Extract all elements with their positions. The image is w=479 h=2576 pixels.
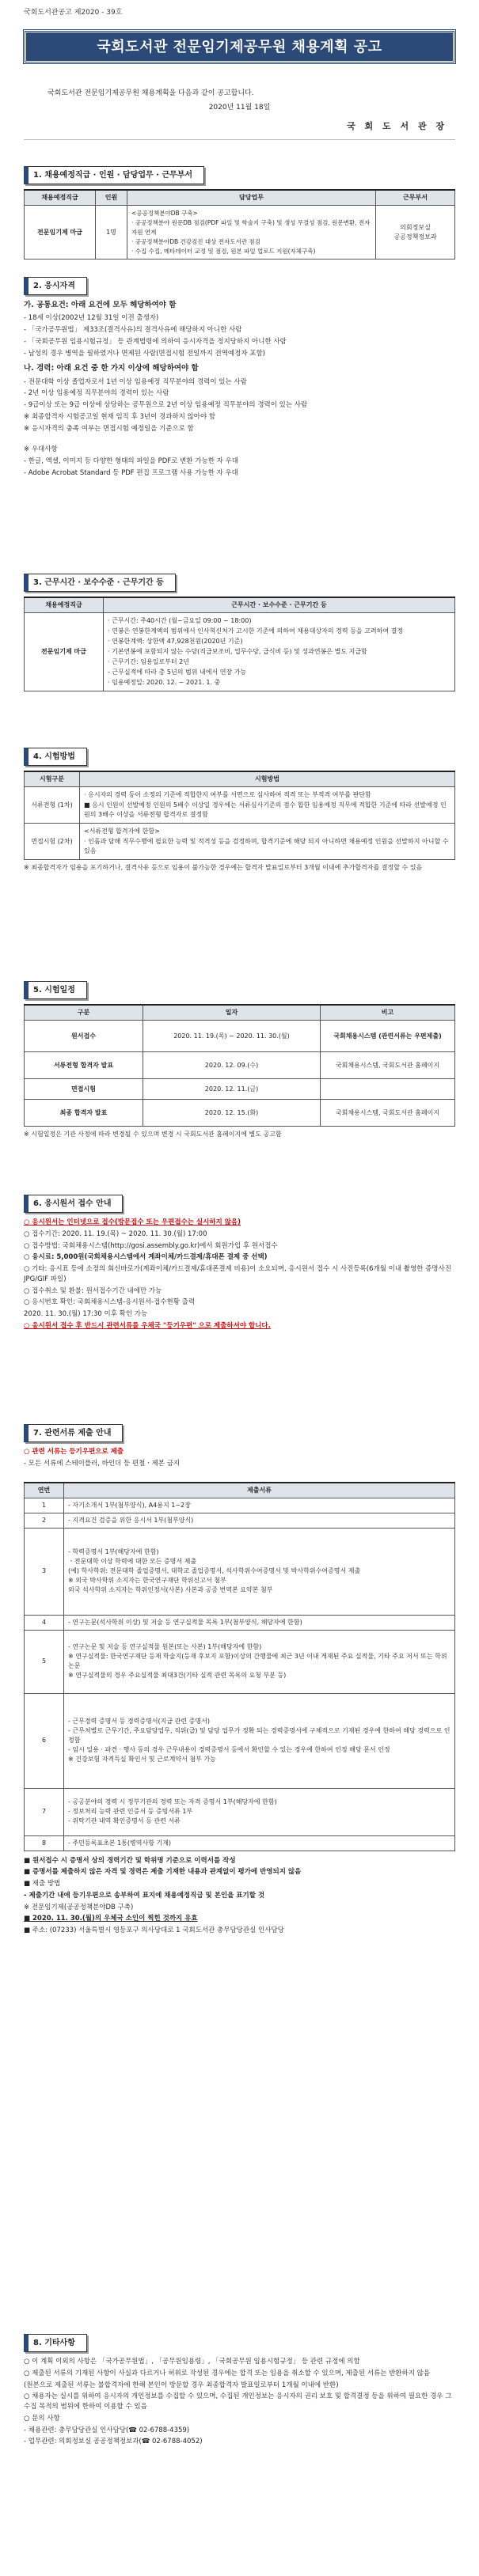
section-heading: 7. 관련서류 제출 안내 <box>24 1424 123 1442</box>
section-heading: 4. 시험방법 <box>24 748 87 766</box>
section-exam-method <box>24 748 455 873</box>
table-cell <box>24 313 455 358</box>
text: 근무부서 <box>376 190 455 206</box>
text: ○ 제출된 서류의 기재된 사항이 사실과 다르거나 허위로 작성된 경우에는 합격 또는 임용을 취소할 수 있으며, 제출된 서류는 반환하지 않음 <box>24 2369 431 2377</box>
section-heading: 6. 응시원서 접수 안내 <box>24 1195 123 1213</box>
table-row <box>25 1513 455 1528</box>
text: · 임용예정일: 2020. 12. ~ 2021. 1. 중 <box>108 679 221 686</box>
text: ○ 응시원서는 인터넷으로 접수(방문접수 또는 우편접수는 실시하지 않음) <box>24 1218 241 1226</box>
text: 5 <box>25 1630 64 1693</box>
table-row <box>25 597 455 613</box>
table-row <box>25 1100 455 1127</box>
text: 국회도서관 전문임기제공무원 채용계획을 다음과 같이 공고합니다. <box>48 89 254 97</box>
text: - 자기소개서 1부(첨부양식), A4용지 1~2장 <box>64 1498 455 1513</box>
text: 채용예정직급 <box>25 597 104 613</box>
text: ○ 접수기간: 2020. 11. 19.(목) ~ 2020. 11. 30.(월) 17:00 <box>24 1229 207 1238</box>
text: ※ 우대사항 <box>24 445 58 454</box>
text: 제출서류 <box>64 1483 455 1498</box>
table-row <box>25 190 455 206</box>
text: 국회채용시스템 (관련서류는 우편제출) <box>321 1021 455 1052</box>
table-row <box>25 1528 455 1615</box>
text: - 학력증명서 1부(해당자에 한함) ㆍ전문대학 이상 학력에 대한 모든 증명서 제출 (예) 학사학위: 전문대학 졸업증명서, 대학교 졸업증명서, 석사학위수여증명서 및 박사학위수여증명서 제출 ※ 외국 박사학위 소지자는 한국연구재단 학위신고서 첨부 외국 석사학위 소지자는 학위인정서(사본) 사본과 공증 번역본 요약본 첨부 <box>64 1528 455 1615</box>
table-row <box>25 1052 455 1079</box>
text: 원서접수 <box>25 1021 143 1052</box>
text: · 연봉은 연봉한계액의 범위에서 인사혁신처가 고시한 기준에 의하여 채용대상자의 경력 등을 고려하여 결정 <box>108 627 404 635</box>
text: 채용예정직급 <box>25 190 96 206</box>
text: 국회채용시스템, 국회도서관 홈페이지 <box>321 1052 455 1079</box>
text: 인원 <box>96 190 127 206</box>
table-cell <box>104 613 455 691</box>
section-positions <box>24 166 455 259</box>
text: 최종 합격자 발표 <box>25 1100 143 1127</box>
text: ■ 2020. 11. 30.(월)의 우체국 소인이 찍힌 것까지 유효 <box>24 1915 198 1923</box>
table-cell <box>80 787 455 824</box>
table-row <box>25 1615 455 1630</box>
text: - 전문대학 이상 졸업자로서 1년 이상 임용예정 직무분야의 경력이 있는 사람 <box>24 377 247 386</box>
text: · 기본연봉에 포함되지 않는 수당(직급보조비, 업무수당, 급식비 등) 및 성과연봉은 별도 지급함 <box>108 648 367 655</box>
text: (원본으로 제출된 서류는 불합격자에 한해 본인이 방문할 경우 최종합격자 발표일로부터 1개월 이내에 반환) <box>24 2381 339 2389</box>
text: 1 <box>25 1498 64 1513</box>
text: <서류전형 합격자에 한함> <box>84 828 160 835</box>
text: ○ 기타: 응시표 등에 소정의 회신바로가(계좌이체/카드결제/휴대폰결제 비용)이 소요되며, 응시원서 접수 시 사진등록(6개월 이내 촬영한 증명사진 JPG/GIF 파일) <box>24 1265 451 1283</box>
text: 8 <box>25 1835 64 1851</box>
table-row <box>25 1788 455 1835</box>
divider <box>24 139 455 140</box>
text: - 모든 서류에 스테이플러, 바인더 등 편철ㆍ제본 금지 <box>24 1459 181 1468</box>
schedule-table <box>24 1004 455 1127</box>
text: - 18세 이상(2002년 12월 31일 이전 출생자) <box>24 314 159 323</box>
table-row <box>25 771 455 787</box>
text: · 근무시간: 주40시간 (월~금요일 09:00 ~ 18:00) <box>108 617 252 624</box>
text: - 근무실적에 따라 총 5년의 범위 내에서 연장 가능 <box>108 669 247 676</box>
text: 1명 <box>96 206 127 259</box>
exam-method-table <box>24 771 455 860</box>
text: 나. 경력: 아래 요건 중 한 가지 이상에 해당하여야 함 <box>24 364 199 373</box>
table-cell <box>24 2357 455 2447</box>
text: 시험구분 <box>25 771 80 787</box>
text: · 연봉한계액: 상한액 47,928천원(2020년 기준) <box>108 638 243 645</box>
text: 서류전형 (1차) <box>25 787 80 824</box>
text: 의회정보실 <box>400 223 431 231</box>
table-row <box>25 1021 455 1052</box>
text: 전문임기제 마급 <box>25 613 104 691</box>
text: · 공공정책분야 원문DB 점검(PDF 파일 및 학술지 구축) 및 생성 무결성 점검, 원문변환, 전자자원 연계 <box>131 219 371 236</box>
table-row <box>25 1483 455 1498</box>
text: ※ 시험일정은 기관 사정에 따라 변경될 수 있으며 변경 시 국회도서관 홈페이지에 별도 공고함 <box>24 1131 282 1138</box>
text: 국회채용시스템, 국회도서관 홈페이지 <box>321 1100 455 1127</box>
text: ※ 전문임기제(공공정책분야DB 구축) <box>24 1903 134 1911</box>
text: ○ 응시원서 접수 후 반드시 관련서류를 우체국 "등기우편" 으로 제출하셔야 합니다. <box>24 1321 271 1330</box>
table-row <box>25 1498 455 1513</box>
text: ■ 원서접수 시 증명서 상의 경력기간 및 학위명 기준으로 이력서를 작성 <box>24 1856 236 1865</box>
text: · 수집 수집, 메타데이터 교정 및 점검, 원본 파일 업로드 지원(자체구축) <box>131 248 316 255</box>
text: ■ 증명서를 제출하지 않은 자격 및 경력은 제출 기재한 내용과 관계없이 평가에 반영되지 않음 <box>24 1868 302 1877</box>
table-row <box>25 613 455 691</box>
issuer-org: 국 회 도 서 관 장 <box>347 121 447 131</box>
text: 공공정책정보과 <box>393 233 437 241</box>
table-cell <box>24 445 455 478</box>
text: ○ 응시료: 5,000원(국회채용시스템에서 계좌이체/카드결제/휴대폰 결제 중 선택) <box>24 1253 268 1262</box>
text: ※ 최종합격자 시험공고일 현재 임직 후 3년이 경과하지 않아야 함 <box>24 412 216 421</box>
text: 담당업무 <box>127 190 376 206</box>
table-row <box>25 787 455 824</box>
table-row <box>25 1005 455 1021</box>
text: 2 <box>25 1513 64 1528</box>
text: 6 <box>25 1693 64 1788</box>
text: - 「국회공무원 임용시험규정」 등 관계법령에 의하여 응시자격을 정지당하지 아니한 사람 <box>24 337 287 346</box>
title-banner <box>24 30 455 63</box>
text: · 근무기간: 임용일로부터 2년 <box>108 658 189 665</box>
section-heading: 8. 기타사항 <box>24 2334 87 2352</box>
text: ※ 최종합격자가 임용을 포기하거나, 결격사유 등으로 임용이 불가능한 경우에는 합격자 발표일로부터 3개월 이내에 추가합격자를 결정할 수 있음 <box>24 864 423 871</box>
section-etc <box>24 2334 455 2449</box>
table-row <box>25 1079 455 1100</box>
text: · 인품과 담해 직무수행에 필요한 능력 및 적격성 등을 검정하며, 합격기준에 해당 되지 아니하면 채용예정 인원을 선발하지 아니할 수 있음 <box>84 838 449 854</box>
table-cell <box>80 824 455 860</box>
text: 면접시험 (2차) <box>25 824 80 860</box>
table-row <box>25 824 455 860</box>
text: 근무시간 · 보수수준 · 근무기간 등 <box>104 597 455 613</box>
text: 서류전형 합격자 발표 <box>25 1052 143 1079</box>
text: 4 <box>25 1615 64 1630</box>
text: - 제출기간 내에 등기우편으로 송부하여 표지에 채용예정직급 및 본인을 표기할 것 <box>24 1891 265 1900</box>
text: 전문임기제 마급 <box>25 206 96 259</box>
conditions-table <box>24 597 455 691</box>
text: 7 <box>25 1788 64 1835</box>
text: - 연구논문 및 저술 등 연구실적물 원본(또는 사본) 1부(해당자에 한함) ※ 연구실적물: 한국연구재단 등재 학술지(등재 후보지 포함)이상의 간행물에 최근 3년 이내 게재된 주요 실적물, 기타 주요 저서 또는 학위논문 ※ 연구실적물의 경우 주요실적물 최대3건(기타 실적 관련 목록의 요청 부분 등) <box>64 1630 455 1693</box>
text: <공공정책분야DB 구축> <box>131 210 198 217</box>
text: 시험방법 <box>80 771 455 787</box>
text: 연번 <box>25 1483 64 1498</box>
text: - 한글, 엑셀, 이미지 등 다양한 형태의 파일을 PDF로 변환 가능한 자 우대 <box>24 457 238 465</box>
text: - 2년 이상 임용예정 직무분야의 경력이 있는 사람 <box>24 389 169 398</box>
notice-date: 2020년 11월 18일 <box>208 104 271 112</box>
table-row <box>25 1693 455 1788</box>
section-schedule <box>24 981 455 1139</box>
text: - 주민등록표초본 1통(병역사항 기재) <box>64 1835 455 1851</box>
text <box>321 1079 455 1100</box>
section-documents <box>24 1424 455 1938</box>
text: - 지격요건 검증을 위한 응시서 1부(첨부양식) <box>64 1513 455 1528</box>
text: ○ 관련 서류는 등기우편으로 제출 <box>24 1448 124 1456</box>
text: ○ 접수취소 및 환불: 원서접수기간 내에만 가능 <box>24 1286 162 1295</box>
text: ○ 이 계획 이외의 사항은 「국가공무원법」, 「공무원임용령」, 「국회공무원 임용시험규정」 등 관련 규정에 의함 <box>24 2358 360 2366</box>
text: 구분 <box>25 1005 143 1021</box>
section-heading: 2. 응시자격 <box>24 277 87 295</box>
section-heading: 5. 시험일정 <box>24 981 87 999</box>
table-cell <box>24 377 455 434</box>
table-row <box>25 206 455 259</box>
section-heading: 1. 채용예정직급 · 인원 · 담당업무 · 근무부서 <box>24 166 204 184</box>
section-heading: 3. 근무시간 · 보수수준 · 근무기간 등 <box>24 574 176 592</box>
text: ※ 응시자격의 충족 여부는 면접시험 예정일을 기준으로 함 <box>24 424 194 433</box>
text: · 공공정책분야DB 건강검진 대상 전자도서관 점검 <box>131 237 260 245</box>
table-cell <box>376 206 455 259</box>
text: ■ 응시 인원이 선발예정 인원의 5배수 이상일 경우에는 서류심사기준의 점수 합한 임용예정 직무에 적합한 기준에 따라 선발예정 인원의 3배수 이상을 서류전형 합격자로 결정함 <box>84 801 447 818</box>
text: 3 <box>25 1528 64 1615</box>
text: 가. 공통요건: 아래 요건에 모두 해당하여야 함 <box>24 301 177 309</box>
text: ○ 접수방법: 국회채용시스템(http://gosi.assembly.go.kr)에서 회원가입 후 원서접수 <box>24 1241 278 1250</box>
page-title: 국회도서관 전문임기제공무원 채용계획 공고 <box>97 38 382 55</box>
text: - 연구논문(석사학위 이상) 및 저술 등 연구실적물 목록 1부(첨부양식, 해당자에 한함) <box>64 1615 455 1630</box>
intro-text <box>48 89 443 100</box>
text: ■ 제출 방법 <box>24 1880 61 1888</box>
text: - 업무관련: 의회정보실 공공정책정보과(☎ 02-6788-4052) <box>24 2438 203 2446</box>
text: - Adobe Acrobat Standard 등 PDF 편집 프로그램 사용 가능한 자 우대 <box>24 468 238 477</box>
table-cell <box>24 1447 455 1469</box>
table-cell <box>24 1218 455 1332</box>
text: 2020. 11. 19.(목) ~ 2020. 11. 30.(월) <box>143 1021 321 1052</box>
section-application <box>24 1195 455 1333</box>
text: 2020. 12. 09.(수) <box>143 1052 321 1079</box>
text: ○ 채용자는 실시를 위하여 응시자의 개인정보를 수집할 수 있으며, 수집된 개인정보는 응시자의 권리 보호 및 합격결정 등을 위하여 필요한 경우 그 수집 목적의 범위에 한하여 이용할 수 있음 <box>24 2392 452 2411</box>
text: 2020. 11. 30.(월) 17:30 이후 확인 가능 <box>24 1310 148 1318</box>
table-cell <box>127 206 376 259</box>
table-cell <box>24 1856 455 1936</box>
text: - 9급이상 또는 9급 이상에 상당하는 공무원으로 2년 이상 임용예정 직무분야의 경력이 있는 사람 <box>24 401 308 409</box>
text: 2020. 12. 15.(화) <box>143 1100 321 1127</box>
text: 일자 <box>143 1005 321 1021</box>
text: 면접시험 <box>25 1079 143 1100</box>
text: - 공공분야의 경력 시 정부기관의 경력 또는 자격 증명서 1부(해당자에 한함) - 정보처리 능력 관련 인증서 등 증빙서류 1부 - 위탁기관 내역 확인증명서 등 관련 서류 <box>64 1788 455 1835</box>
text: ■ 주소: (07233) 서울특별시 영등포구 의사당대로 1 국회도서관 총무담당관실 인사담당 <box>24 1926 284 1934</box>
text: ○ 응시번호 확인: 국회채용시스템-응시원서-접수현황 출력 <box>24 1298 196 1307</box>
documents-table <box>24 1482 455 1851</box>
table-row <box>25 1835 455 1851</box>
table-row <box>25 1630 455 1693</box>
text: · 응시자의 경력 등이 소정의 기준에 적합한지 여부를 서면으로 심사하여 적격 또는 부적격 여부를 판단함 <box>84 791 371 798</box>
text: ○ 문의 사항 <box>24 2414 60 2423</box>
text: - 「국가공무원법」 제33조(결격사유)의 결격사유에 해당하지 아니한 사람 <box>24 326 242 334</box>
doc-number: 국회도서관공고 제2020 - 39호 <box>24 9 123 17</box>
text: - 채용관련: 총무담당관실 인사담당(☎ 02-6788-4359) <box>24 2426 190 2434</box>
text: 비고 <box>321 1005 455 1021</box>
positions-table <box>24 189 455 259</box>
section-qualifications <box>24 277 455 480</box>
text: - 근무경력 증명서 등 경력증명서(지급 관련 증명서) - 근무처별로 근무기간, 주요담당업무, 직위(급) 및 담당 업무가 정확 되는 경력증명서에 구체적으로 기재된 경우에 한하여 해당 경력으로 인정함 - 임시 일용 · 파견 · 행사 등의 경우 근무내용이 경력증명서 등에서 확인할 수 있는 경우에 한하여 인정 해당 문서 인정 ※ 건강보험 자격득실 확인서 및 근로계약서 첨부 가능 <box>64 1693 455 1788</box>
text: 2020. 12. 11.(금) <box>143 1079 321 1100</box>
section-conditions <box>24 574 455 691</box>
text: - 남성의 경우 병역을 필하였거나 면제된 사람(면접시험 전일까지 전역예정자 포함) <box>24 349 265 358</box>
